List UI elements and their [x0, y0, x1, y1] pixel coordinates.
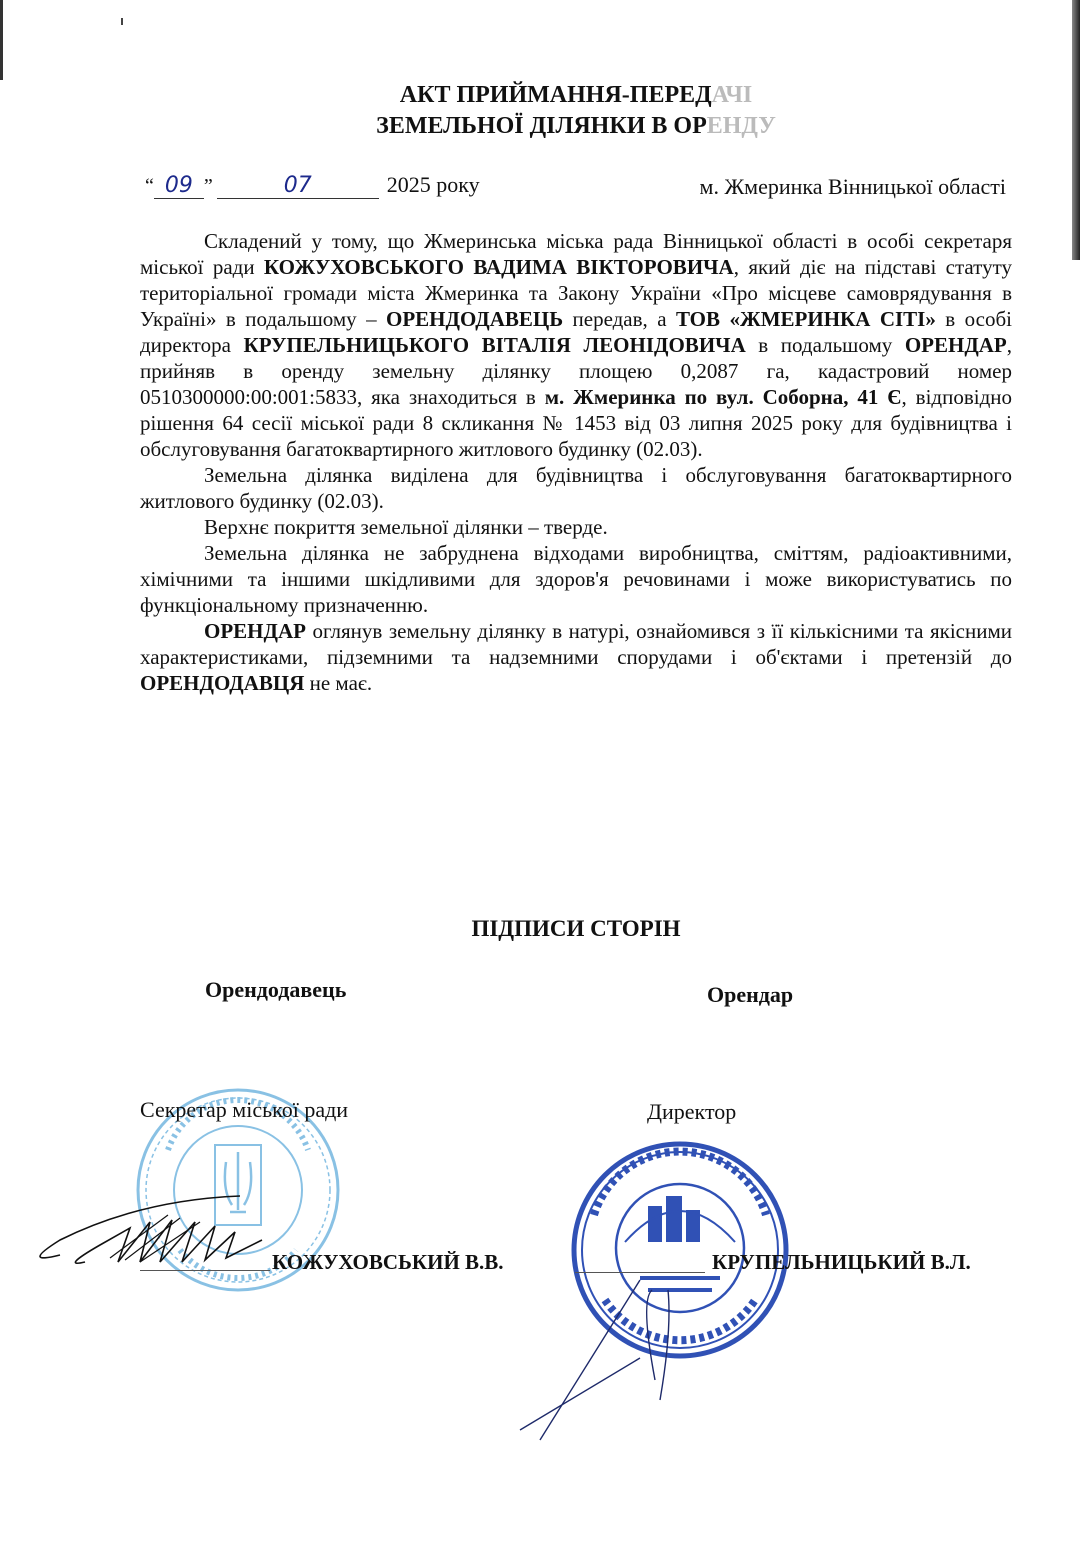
text-run: Земельна ділянка не забруднена відходами виробництва, сміттям,	[204, 541, 849, 565]
document-body	[140, 228, 1012, 696]
text-run: в	[745, 333, 769, 357]
lessor-signature	[40, 1196, 262, 1263]
open-quote: “	[145, 175, 154, 197]
lessor-party-label: Орендодавець	[205, 977, 347, 1002]
date-year: 2025 року	[386, 172, 480, 197]
building-icon	[625, 1196, 735, 1242]
text-run: спорудами і об'єктами і претензій до	[617, 645, 1012, 669]
text-run: подальшому –	[245, 307, 386, 331]
document-title-line-1: АКТ ПРИЙМАННЯ-ПЕРЕДАЧІ	[399, 82, 753, 108]
text-run: , який діє на підставі статуту територіальної громади міста	[140, 255, 1012, 305]
bold-text: ТОВ «ЖМЕРИНКА СІТІ»	[675, 307, 936, 331]
lessor-signature-line	[140, 1270, 270, 1271]
coat-of-arms-icon	[215, 1145, 261, 1225]
bold-text: КОЖУХОВСЬКОГО ВАДИМА	[263, 255, 567, 279]
text-run: не має.	[304, 671, 373, 695]
text-run: Складений у тому, що Жмеринська міська рада Вінницької області в	[204, 229, 858, 253]
bold-text: ОРЕНДОДАВЦЯ	[140, 671, 305, 695]
lessor-role: Секретар міської ради	[140, 1097, 349, 1122]
text-run: 8 скликання № 1453 від 03 липня 2025 року для будівництва і обслуговування	[140, 411, 1013, 461]
text-run: га, кадастровий номер 0510300000:00:001:5833, яка знаходиться в	[140, 359, 1012, 409]
text-run: багатоквартирного житлового будинку (02.03).	[286, 437, 703, 461]
text-run: в	[935, 307, 956, 331]
text-run: кількісними та якісними характеристиками, підземними та надземними	[140, 619, 1012, 669]
date-line	[145, 170, 480, 201]
text-run: особі секретаря міської ради	[140, 229, 1013, 279]
document-title-line-2: ЗЕМЕЛЬНОЇ ДІЛЯНКИ В ОРЕНДУ	[376, 113, 776, 139]
text-run: подальшому	[780, 333, 905, 357]
paragraph-surface	[140, 514, 1012, 540]
lessee-party-label: Орендар	[707, 982, 794, 1007]
date-month-handwritten: 07	[217, 174, 379, 199]
text-run: Земельна ділянка виділена для будівництва і обслуговування	[204, 463, 827, 487]
bold-text: ОРЕНДОДАВЕЦЬ	[386, 307, 564, 331]
text-run: радіоактивними, хімічними та іншими шкідливими для здоров'я речовинами і	[140, 541, 1012, 591]
bold-text: ОРЕНДАР	[204, 619, 306, 643]
lessee-signature	[520, 1280, 669, 1440]
close-quote: ”	[203, 175, 213, 197]
text-run: , відповідно рішення 64 сесії міської ради	[140, 385, 1012, 435]
text-run: Верхнє покриття земельної ділянки – тверде.	[204, 515, 608, 539]
signatures-heading: ПІДПИСИ СТОРІН	[471, 916, 681, 941]
text-run: , прийняв в оренду земельну ділянку площею 0,2087	[140, 333, 1013, 383]
paragraph-inspection	[140, 618, 1012, 696]
lessee-signature-line	[575, 1272, 705, 1273]
text-run: передав, а	[563, 307, 676, 331]
paragraph-contamination	[140, 540, 1012, 618]
lessor-name: КОЖУХОВСЬКИЙ В.В.	[272, 1250, 504, 1274]
scan-edge-shadow-left	[0, 0, 3, 80]
text-run: може використуватись по функціональному призначенню.	[140, 567, 1013, 617]
text-run: оглянув земельну ділянку в натурі, ознайомився з її	[305, 619, 784, 643]
text-run: Жмеринка та Закону України «Про місцеве самоврядування в Україні» в	[140, 281, 1012, 331]
place-of-signing: м. Жмеринка Вінницької області	[699, 174, 1006, 199]
text-run: багатоквартирного житлового будинку (02.03).	[140, 463, 1013, 513]
paragraph-purpose	[140, 462, 1012, 514]
bold-text: ОРЕНДАР	[904, 333, 1007, 357]
lessee-name: КРУПЕЛЬНИЦЬКИЙ В.Л.	[712, 1250, 971, 1274]
bold-text: м.	[544, 385, 565, 409]
date-day-handwritten: 09	[154, 174, 204, 199]
bold-text: ВІКТОРОВИЧА	[576, 255, 734, 279]
lessee-role: Директор	[647, 1099, 737, 1124]
text-run: особі директора	[140, 307, 1012, 357]
scan-edge-shadow	[1072, 0, 1080, 260]
bold-text: КРУПЕЛЬНИЦЬКОГО ВІТАЛІЯ ЛЕОНІДОВИЧА	[243, 333, 746, 357]
scan-speck	[121, 18, 123, 25]
bold-text: Жмеринка по вул. Соборна, 41 Є	[573, 385, 902, 409]
paragraph-parties	[140, 228, 1012, 462]
